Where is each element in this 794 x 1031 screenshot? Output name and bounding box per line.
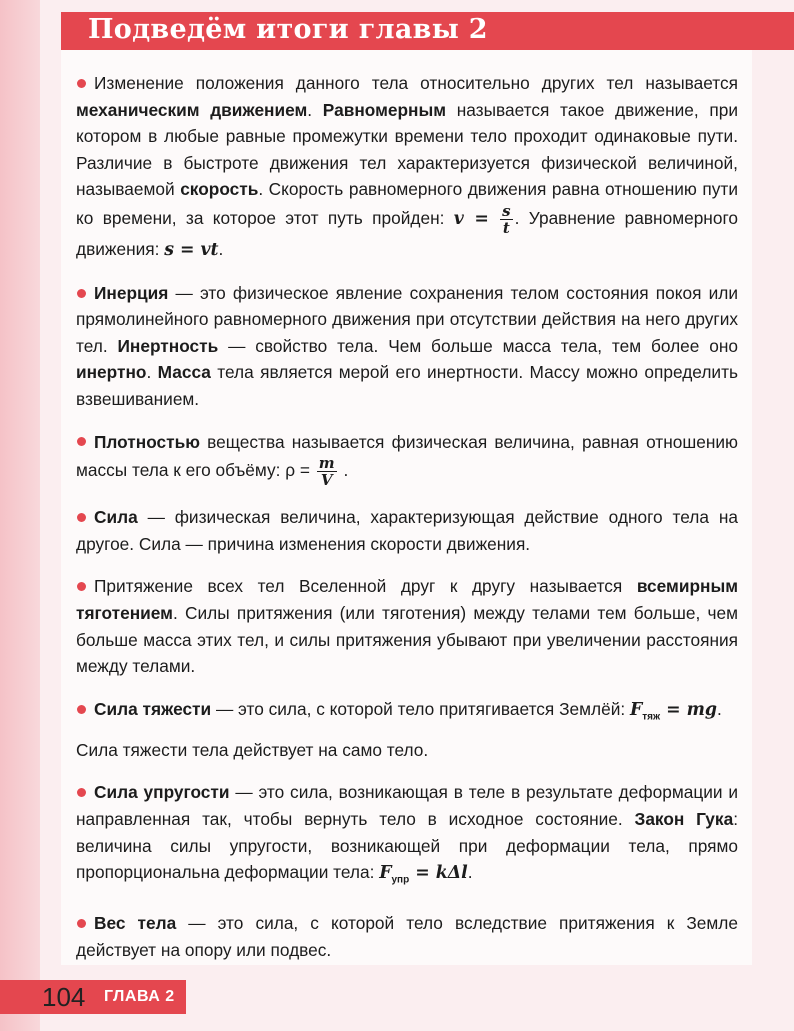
text: вещества называется физическая величина, равная отношению массы тела к его объёму: xyxy=(76,431,738,481)
paragraph-mechanical-motion xyxy=(76,70,738,264)
formula-density-lhs: ρ = xyxy=(285,460,310,481)
text: . xyxy=(467,862,473,883)
text: — свойство тела. Чем больше масса тела, тем более оно xyxy=(218,335,739,356)
fraction-denominator: V xyxy=(320,471,333,490)
formula-speed-fraction xyxy=(500,203,512,236)
paragraph-gravitation xyxy=(76,573,738,679)
text: : величина силы упругости, возникающей при деформации тела, прямо пропорциональна деформации тела: xyxy=(76,808,738,883)
formula-elastic-force xyxy=(379,863,468,886)
paragraph-weight xyxy=(76,910,738,963)
term-uniform: Равномерным xyxy=(322,99,447,120)
text: . Силы притяжения (или тяготения) между телами тем больше, чем больше масса этих тел, и силы притяжения убывают при увеличении расстояния между телами. xyxy=(76,602,738,677)
fraction-denominator: t xyxy=(502,218,510,237)
term-speed: скорость xyxy=(180,179,259,200)
text: — физическая величина, характеризующая действие одного тела на другое. Сила — причина изменения скорости движения. xyxy=(76,507,738,554)
formula-rhs: = mg xyxy=(660,699,717,720)
term-inertia: Инерция xyxy=(94,282,169,303)
text: — это сила, возникающая в теле в результате деформации и направленная так, чтобы вернуть тело в исходное состояние. xyxy=(76,782,738,829)
fraction-numerator: s xyxy=(502,201,511,220)
page-number: 104 xyxy=(42,982,86,1012)
formula-symbol: F xyxy=(629,699,643,720)
paragraph-gravity-force xyxy=(76,696,738,731)
term-mechanical-motion: механическим движением xyxy=(76,99,308,120)
formula-subscript: тяж xyxy=(642,711,661,723)
text: . xyxy=(716,698,722,719)
text: . xyxy=(146,362,158,383)
text: тела является мерой его инертности. Массу можно определить взвешиванием. xyxy=(76,362,738,409)
text: . Скорость равномерного движения равна отношению пути ко времени, за которое этот путь пройден: xyxy=(76,179,738,229)
paragraph-elastic-force xyxy=(76,779,738,894)
formula-subscript: упр xyxy=(391,874,410,886)
text: Притяжение всех тел Вселенной друг к другу называется xyxy=(94,576,637,597)
text: . xyxy=(307,99,323,120)
formula-rhs: = kΔl xyxy=(409,863,468,884)
left-margin-stripe xyxy=(0,0,40,1031)
term-elastic-force: Сила упругости xyxy=(94,782,230,803)
text: . xyxy=(338,460,349,481)
text: — это сила, с которой тело притягивается Землёй: xyxy=(211,698,630,719)
bullet-icon xyxy=(77,705,86,714)
bullet-icon xyxy=(77,582,86,591)
term-inert: инертно xyxy=(76,362,147,383)
text: — это физическое явление сохранения телом состояния покоя или прямолинейного равномерного движения при отсутствии действия на него других тел. xyxy=(76,282,738,356)
bullet-icon xyxy=(77,788,86,797)
bullet-icon xyxy=(77,919,86,928)
fraction-numerator: m xyxy=(318,454,335,473)
summary-content xyxy=(76,70,738,979)
text: называется такое движение, при котором в любые равные промежутки времени тело проходит одинаковые пути. Различие в быстроте движения тел характеризуется физической величиной, называемой xyxy=(76,99,738,200)
term-weight: Вес тела xyxy=(94,913,177,934)
term-universal-gravitation: всемирным тяготением xyxy=(76,576,738,623)
bullet-icon xyxy=(77,437,86,446)
bullet-icon xyxy=(77,79,86,88)
term-mass: Масса xyxy=(157,362,211,383)
text: — это сила, с которой тело вследствие притяжения к Земле действует на опору или подвес. xyxy=(76,913,738,960)
bullet-icon xyxy=(77,513,86,522)
text: . xyxy=(218,238,224,259)
text: . Уравнение равномерного движения: xyxy=(76,208,739,259)
text: Изменение положения данного тела относительно других тел называется xyxy=(94,73,738,93)
paragraph-density xyxy=(76,429,738,489)
formula-gravity-force xyxy=(629,699,717,723)
text: Сила тяжести тела действует на само тело. xyxy=(76,739,429,760)
paragraph-inertia xyxy=(76,280,738,413)
formula-density-fraction xyxy=(317,455,337,488)
term-density: Плотностью xyxy=(94,431,200,452)
bullet-icon xyxy=(77,289,86,298)
formula-uniform-motion: s = vt xyxy=(164,239,219,260)
paragraph-gravity-note xyxy=(76,737,738,764)
page-title: Подведём итоги главы 2 xyxy=(88,14,488,45)
term-gravity-force: Сила тяжести xyxy=(94,698,212,719)
term-force: Сила xyxy=(94,507,138,528)
term-inertness: Инертность xyxy=(117,335,219,356)
formula-speed-lhs: v = xyxy=(453,209,489,230)
formula-symbol: F xyxy=(379,863,392,884)
paragraph-force xyxy=(76,504,738,557)
term-hookes-law: Закон Гука xyxy=(634,808,734,829)
chapter-label: ГЛАВА 2 xyxy=(104,988,175,1005)
